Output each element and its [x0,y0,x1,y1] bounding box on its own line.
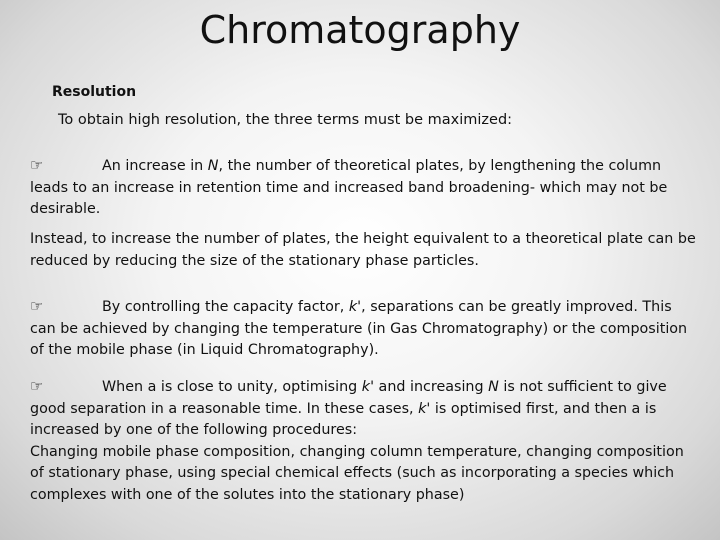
point-4-em-a: k' [361,379,375,395]
point-3-text-a: By controlling the capacity factor, [102,299,349,315]
pointing-hand-icon: ☞ [30,297,44,315]
point-4-em-c: k' [418,400,431,417]
point-4-text-d: is optimised first, and then a is increased by one of the following procedures: [30,400,657,438]
point-4-text-b: and increasing [374,379,489,395]
slide-title: Chromatography [199,8,521,52]
pointing-hand-icon: ☞ [30,156,44,174]
point-4 [30,376,698,506]
point-4-text-e: Changing mobile phase composition, changing column temperature, changing composition of stationary phase, using special chemical effects (such as incorporating a species which complexes with one of the solutes into the stationary phase) [30,443,684,503]
point-4-text-c: is not sufficient to give good separation in a reasonable time. In these cases, [30,379,667,417]
point-2-text: Instead, to increase the number of plates, the height equivalent to a theoretical plate can be reduced by reducing the size of the stationary phase particles. [30,231,696,269]
point-4-em-b: N [488,379,499,395]
point-4-text-a: When a is close to unity, optimising [102,379,362,395]
point-1-em-a: N [207,158,219,174]
pointing-hand-icon: ☞ [30,377,44,395]
point-3-em-a: k' [348,299,362,315]
intro-text: To obtain high resolution, the three terms must be maximized: [58,112,513,128]
point-1-text-a: An increase in [102,158,208,174]
point-3 [30,296,698,362]
point-3-text-b: , separations can be greatly improved. This can be achieved by changing the temperature (in Gas Chromatography) or the composition of the mobile phase (in Liquid Chromatography). [30,299,688,358]
point-1 [30,155,698,221]
section-heading: Resolution [52,84,137,100]
point-2 [30,229,698,272]
point-1-text-b: , the number of theoretical plates, by lengthening the column leads to an increase in retention time and increased band broadening- which may not be desirable. [30,158,668,217]
